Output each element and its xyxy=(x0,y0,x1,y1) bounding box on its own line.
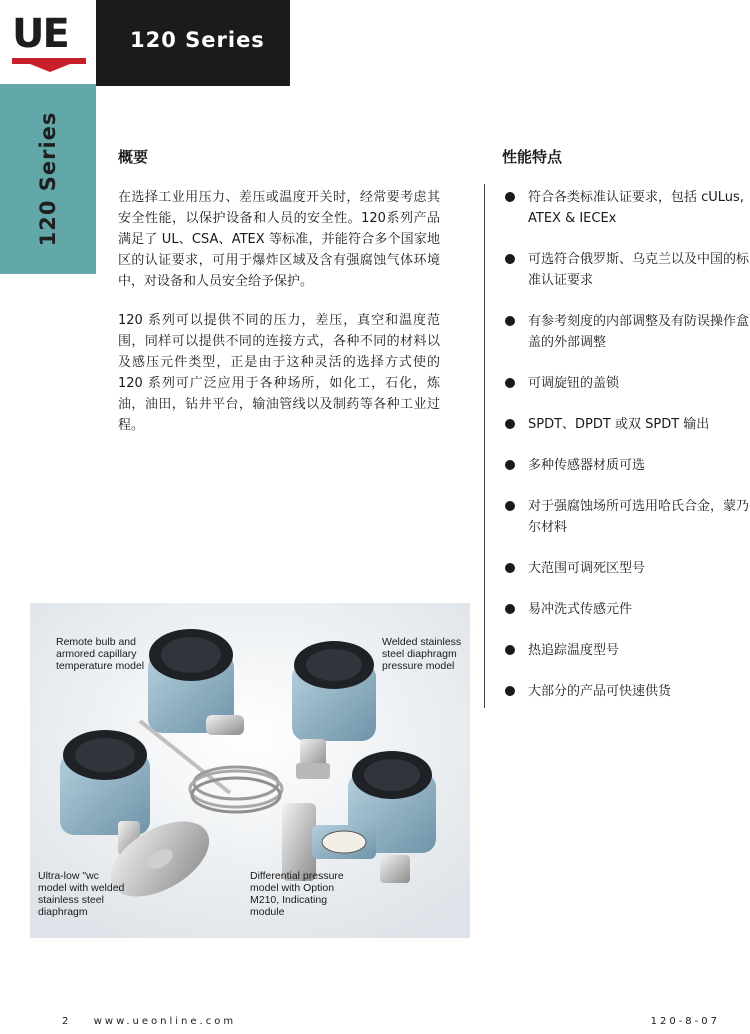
caption-differential-line2: model with Option xyxy=(250,882,335,894)
product-illustration xyxy=(30,603,470,938)
feature-item xyxy=(502,414,750,435)
header-title-bar xyxy=(96,0,290,86)
logo-text: UE xyxy=(12,11,68,57)
features-list xyxy=(502,187,750,702)
caption-differential-line4: module xyxy=(250,906,285,918)
side-tab xyxy=(0,84,96,274)
overview-paragraph-2: 120 系列可以提供不同的压力，差压，真空和温度范围，同样可以提供不同的连接方式，各种不同的材料以及感压元件类型，正是由于这种灵活的选择方式使的 120 系列可广泛应用于各种场所，如化工，石化，炼油，油田，钻井平台，输油管线以及制药等各种工业过程。 xyxy=(118,313,440,433)
column-divider xyxy=(484,184,485,708)
feature-text: 有参考刻度的内部调整及有防误操作盒盖的外部调整 xyxy=(528,314,750,350)
feature-item xyxy=(502,455,750,476)
bullet-icon xyxy=(505,645,515,655)
footer-code: 120-8-07 xyxy=(650,1016,720,1027)
feature-item xyxy=(502,187,750,229)
feature-item xyxy=(502,558,750,579)
caption-differential-line1: Differential pressure xyxy=(250,870,344,882)
overview-paragraph-1: 在选择工业用压力、差压或温度开关时，经常要考虑其安全性能，以保护设备和人员的安全性。120系列产品满足了 UL、CSA、ATEX 等标准，并能符合多个国家地区的认证要求，可用于爆炸区域及含有强腐蚀气体环境中，对设备和人员安全给予保护。 xyxy=(118,190,440,289)
overview-section xyxy=(118,146,440,454)
features-section xyxy=(502,146,750,722)
caption-ultra-low-line3: stainless steel xyxy=(38,894,104,906)
bullet-icon xyxy=(505,604,515,614)
features-heading: 性能特点 xyxy=(502,148,563,166)
bullet-icon xyxy=(505,686,515,696)
caption-welded-line3: pressure model xyxy=(382,660,455,672)
feature-text: 多种传感器材质可选 xyxy=(528,458,646,473)
caption-ultra-low-line4: diaphragm xyxy=(38,906,88,918)
feature-item xyxy=(502,496,750,538)
feature-item xyxy=(502,681,750,702)
bullet-icon xyxy=(505,460,515,470)
feature-text: 符合各类标准认证要求，包括 cULus, ATEX & IECEx xyxy=(528,190,744,226)
bullet-icon xyxy=(505,192,515,202)
feature-item xyxy=(502,311,750,353)
feature-item xyxy=(502,599,750,620)
bullet-icon xyxy=(505,378,515,388)
side-title: 120 Series xyxy=(36,111,60,247)
bullet-icon xyxy=(505,419,515,429)
feature-text: 大部分的产品可快速供货 xyxy=(528,684,672,699)
feature-item xyxy=(502,640,750,661)
caption-welded-line1: Welded stainless xyxy=(382,636,462,648)
footer-url[interactable]: www.ueonline.com xyxy=(93,1016,237,1027)
caption-differential-line3: M210, Indicating xyxy=(250,894,328,906)
feature-text: 对于强腐蚀场所可选用哈氏合金，蒙乃尔材料 xyxy=(528,499,750,535)
bullet-icon xyxy=(505,563,515,573)
caption-ultra-low-line1: Ultra-low "wc xyxy=(38,870,99,882)
bullet-icon xyxy=(505,316,515,326)
caption-remote-bulb-line2: armored capillary xyxy=(56,648,137,660)
feature-item xyxy=(502,373,750,394)
product-photo xyxy=(30,603,470,938)
footer-left xyxy=(62,1016,236,1027)
bullet-icon xyxy=(505,254,515,264)
feature-text: 可选符合俄罗斯、乌克兰以及中国的标准认证要求 xyxy=(528,252,750,288)
feature-text: 易冲洗式传感元件 xyxy=(528,602,633,617)
page-title: 120 Series xyxy=(130,28,265,52)
feature-text: SPDT、DPDT 或双 SPDT 输出 xyxy=(528,417,710,432)
caption-welded-line2: steel diaphragm xyxy=(382,648,457,660)
caption-remote-bulb-line1: Remote bulb and xyxy=(56,636,136,648)
logo xyxy=(0,0,96,84)
logo-red-arrow xyxy=(30,64,70,72)
overview-heading: 概要 xyxy=(118,148,149,166)
page-number: 2 xyxy=(62,1016,72,1027)
caption-remote-bulb-line3: temperature model xyxy=(56,660,145,672)
caption-ultra-low-line2: model with welded xyxy=(38,882,125,894)
feature-text: 可调旋钮的盖锁 xyxy=(528,376,620,391)
feature-text: 热追踪温度型号 xyxy=(528,643,620,658)
feature-item xyxy=(502,249,750,291)
feature-text: 大范围可调死区型号 xyxy=(528,561,646,576)
bullet-icon xyxy=(505,501,515,511)
